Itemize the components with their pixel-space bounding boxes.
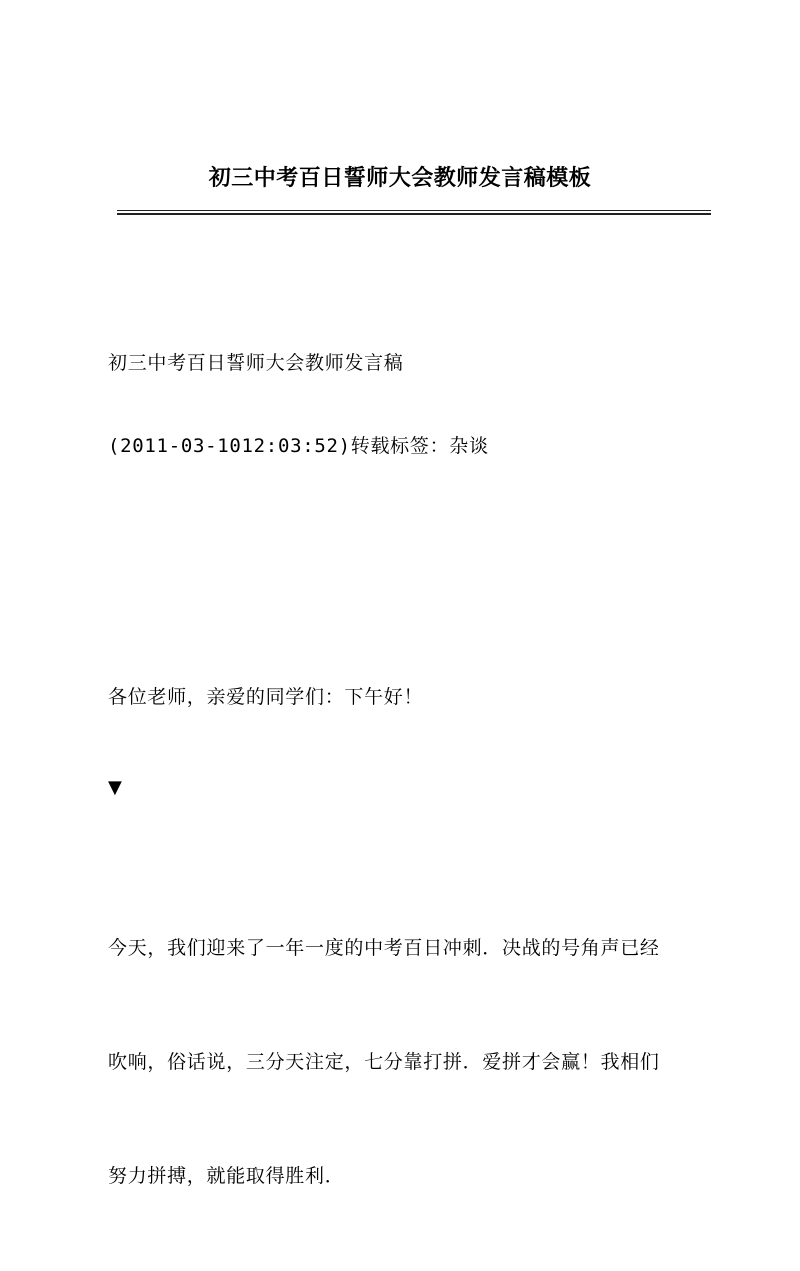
document-title: 初三中考百日誓师大会教师发言稿模板 — [208, 165, 592, 191]
document-subtitle: 初三中考百日誓师大会教师发言稿 — [108, 352, 404, 374]
triangle-down-icon: ▼ — [108, 777, 122, 798]
body-line-3: 努力拼搏，就能取得胜利． — [108, 1165, 345, 1187]
title-rule-bottom — [117, 213, 711, 215]
title-rule-top — [117, 210, 711, 211]
greeting-paragraph: 各位老师，亲爱的同学们：下午好！ — [108, 686, 424, 708]
body-line-2: 吹响，俗话说，三分天注定，七分靠打拼．爱拼才会赢！我相们 — [108, 1051, 660, 1073]
body-paragraph — [108, 853, 713, 1271]
body-line-1: 今天，我们迎来了一年一度的中考百日冲刺．决战的号角声已经 — [108, 937, 660, 959]
post-meta: (2011-03-1012:03:52)转载标签：杂谈 — [108, 435, 489, 457]
